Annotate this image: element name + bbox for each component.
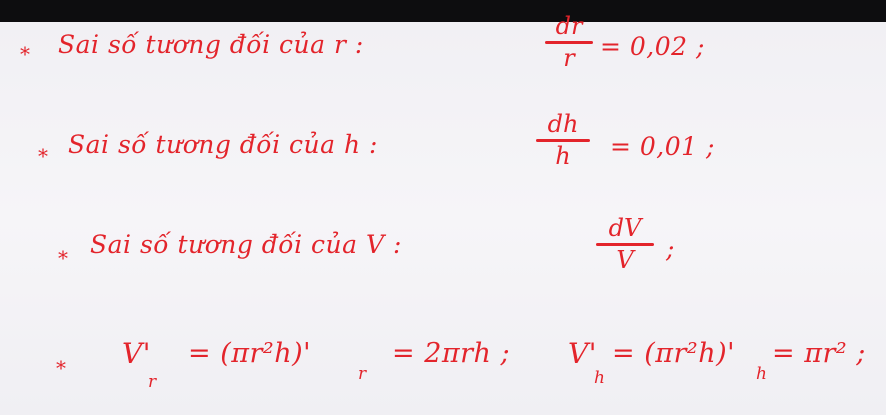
- line2-fraction: [536, 112, 590, 169]
- line4-derivative-h-subscript: h: [756, 364, 767, 384]
- bullet-3: *: [58, 246, 69, 270]
- whiteboard: [0, 12, 886, 415]
- line4-derivative-r: = (πr²h)': [188, 338, 312, 369]
- line1-fraction-denominator: r: [563, 44, 575, 73]
- line1-fraction-numerator: dr: [555, 12, 583, 40]
- line4-v-prime-r: V': [122, 337, 151, 370]
- line4-derivative-r-subscript: r: [358, 364, 367, 384]
- bullet-4: *: [56, 356, 67, 380]
- top-black-bar: [0, 0, 886, 22]
- line2-fraction-numerator: dh: [547, 110, 579, 138]
- line2-label: Sai số tương đối của h :: [68, 130, 378, 159]
- bullet-1: *: [20, 42, 31, 66]
- line1-label: Sai số tương đối của r :: [58, 30, 364, 59]
- line2-value: = 0,01 ;: [610, 132, 715, 161]
- line2-fraction-denominator: h: [555, 142, 571, 171]
- line4-result-h: = πr² ;: [772, 338, 866, 369]
- line1-fraction: [545, 14, 593, 71]
- line3-fraction: [596, 216, 654, 273]
- line3-fraction-numerator: dV: [608, 214, 642, 242]
- line4-v-prime-h-subscript: h: [594, 368, 605, 388]
- line4-v-prime-h: V': [568, 337, 597, 370]
- line4-result-r: = 2πrh ;: [392, 338, 511, 369]
- line4-derivative-h: = (πr²h)': [612, 338, 736, 369]
- line3-label: Sai số tương đối của V :: [90, 230, 402, 259]
- line3-fraction-denominator: V: [616, 246, 634, 275]
- bullet-2: *: [38, 144, 49, 168]
- line1-value: = 0,02 ;: [600, 32, 705, 61]
- line3-value: ;: [666, 234, 675, 263]
- line4-v-prime-r-subscript: r: [148, 372, 157, 392]
